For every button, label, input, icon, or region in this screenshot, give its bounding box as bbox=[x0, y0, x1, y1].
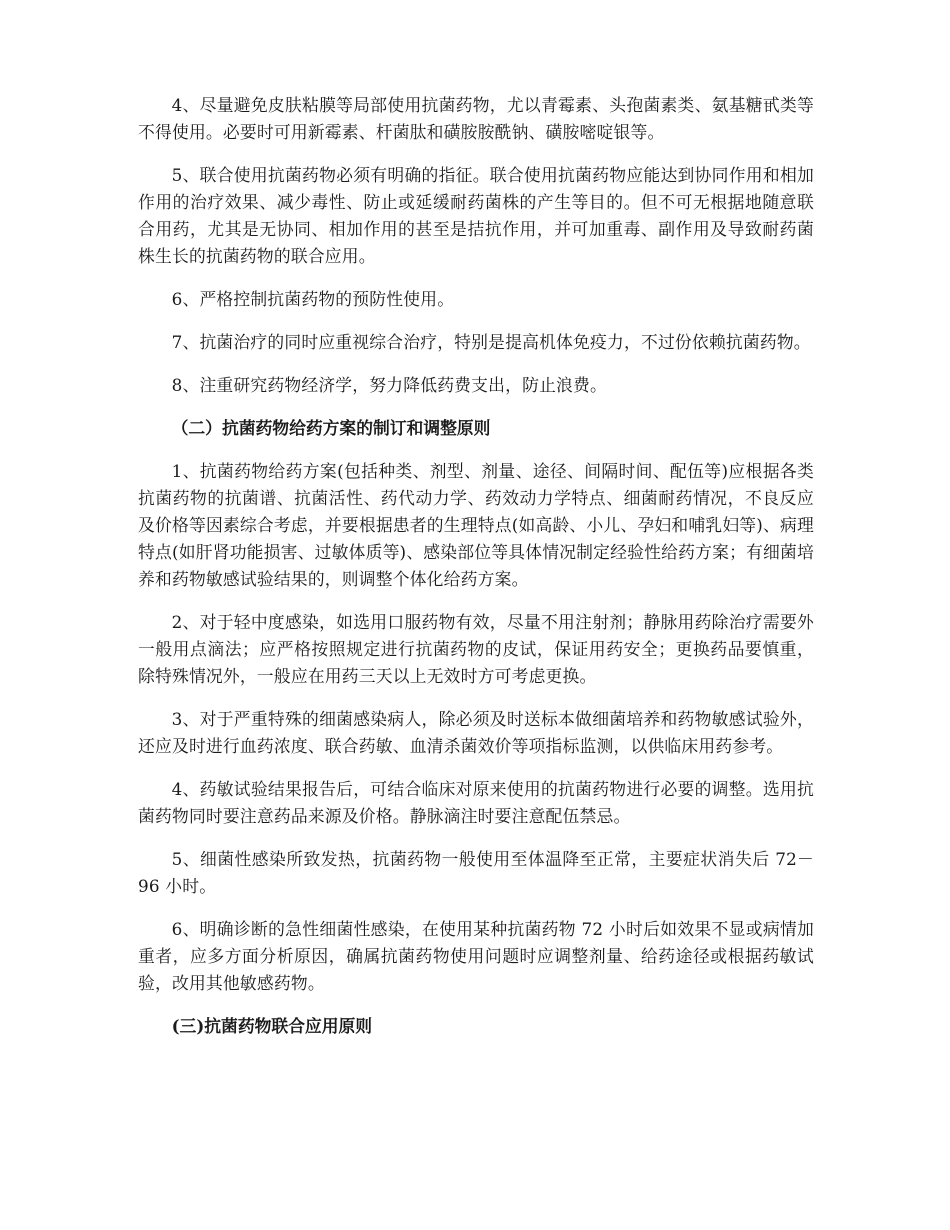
section-2-item-2: 2、对于轻中度感染，如选用口服药物有效，尽量不用注射剂；静脉用药除治疗需要外一般用点滴法；应严格按照规定进行抗菌药物的皮试，保证用药安全；更换药品要慎重，除特殊情况外，一般应在用药三天以上无效时方可考虑更换。 bbox=[138, 612, 814, 686]
section-heading-3: (三)抗菌药物联合应用原则 bbox=[171, 1016, 373, 1036]
section-heading-2: （二）抗菌药物给药方案的制订和调整原则 bbox=[171, 418, 491, 438]
paragraph-item-6: 6、严格控制抗菌药物的预防性使用。 bbox=[171, 289, 455, 309]
paragraph-item-5: 5、联合使用抗菌药物必须有明确的指征。联合使用抗菌药物应能达到协同作用和相加作用的治疗效果、减少毒性、防止或延缓耐药菌株的产生等目的。但不可无根据地随意联合用药，尤其是无协同、相加作用的甚至是拮抗作用，并可加重毒、副作用及导致耐药菌株生长的抗菌药物的联合应用。 bbox=[138, 165, 814, 266]
paragraph-item-7: 7、抗菌治疗的同时应重视综合治疗，特别是提高机体免疫力，不过份依赖抗菌药物。 bbox=[171, 332, 811, 352]
section-2-item-4: 4、药敏试验结果报告后，可结合临床对原来使用的抗菌药物进行必要的调整。选用抗菌药物同时要注意药品来源及价格。静脉滴注时要注意配伍禁忌。 bbox=[138, 779, 814, 826]
document-body bbox=[138, 92, 814, 1056]
section-2-item-1: 1、抗菌药物给药方案(包括种类、剂型、剂量、途径、间隔时间、配伍等)应根据各类抗菌药物的抗菌谱、抗菌活性、药代动力学、药效动力学特点、细菌耐药情况，不良反应及价格等因素综合考虑，并要根据患者的生理特点(如高龄、小儿、孕妇和哺乳妇等)、病理特点(如肝肾功能损害、过敏体质等)、感染部位等具体情况制定经验性给药方案；有细菌培养和药物敏感试验结果的，则调整个体化给药方案。 bbox=[138, 461, 814, 589]
paragraph-item-8: 8、注重研究药物经济学，努力降低药费支出，防止浪费。 bbox=[171, 375, 608, 395]
section-2-item-3: 3、对于严重特殊的细菌感染病人，除必须及时送标本做细菌培养和药物敏感试验外，还应及时进行血药浓度、联合药敏、血清杀菌效价等项指标监测，以供临床用药参考。 bbox=[138, 709, 814, 756]
section-2-item-6: 6、明确诊断的急性细菌性感染，在使用某种抗菌药物 72 小时后如效果不显或病情加重者，应多方面分析原因，确属抗菌药物使用问题时应调整剂量、给药途径或根据药敏试验，改用其他敏感药物。 bbox=[138, 919, 814, 993]
section-2-item-5: 5、细菌性感染所致发热，抗菌药物一般使用至体温降至正常，主要症状消失后 72－96 小时。 bbox=[138, 849, 814, 896]
paragraph-item-4: 4、尽量避免皮肤粘膜等局部使用抗菌药物，尤以青霉素、头孢菌素类、氨基糖甙类等不得使用。必要时可用新霉素、杆菌肽和磺胺胺酰钠、磺胺嘧啶银等。 bbox=[138, 95, 814, 142]
